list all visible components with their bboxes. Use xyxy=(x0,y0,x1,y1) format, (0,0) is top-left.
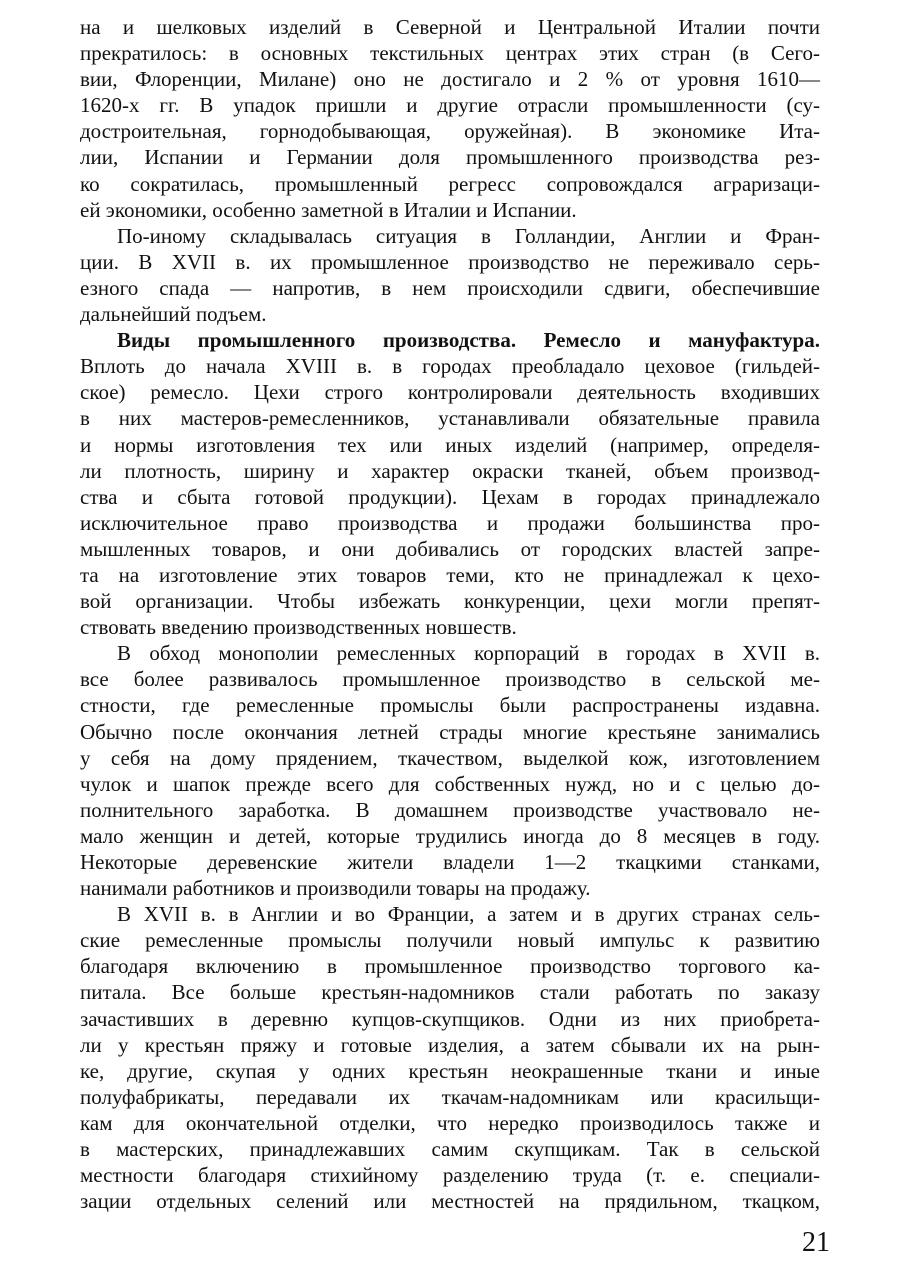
text-line: Обычно после окончания летней страды многие крестьяне занимались xyxy=(80,719,820,744)
text-line: полуфабрикаты, передавали их ткачам-надомникам или красильщи- xyxy=(80,1084,820,1109)
paragraph-5 xyxy=(80,901,820,1214)
text-line: достроительная, горнодобывающая, оружейная). В экономике Ита- xyxy=(80,119,820,144)
text-line: чулок и шапок прежде всего для собственных нужд, но и с целью до- xyxy=(80,771,820,796)
text-line: ские ремесленные промыслы получили новый импульс к развитию xyxy=(80,928,820,953)
text-line: вии, Флоренции, Милане) оно не достигало и 2 % от уровня 1610— xyxy=(80,67,820,92)
text-line: зации отдельных селений или местностей на прядильном, ткацком, xyxy=(80,1189,820,1214)
text-line: зачастивших в деревню купцов-скупщиков. Одни из них приобрета- xyxy=(80,1006,820,1031)
paragraph-3 xyxy=(80,327,820,640)
text-line: вой организации. Чтобы избежать конкуренции, цехи могли препят- xyxy=(80,589,820,614)
text-line: в мастерских, принадлежавших самим скупщикам. Так в сельской xyxy=(80,1137,820,1162)
page-body xyxy=(80,14,820,1214)
section-heading: Виды промышленного производства. Ремесло и мануфактура. xyxy=(117,328,820,353)
text-line: ции. В XVII в. их промышленное производство не переживало серь- xyxy=(80,249,820,274)
text-line: Некоторые деревенские жители владели 1—2 ткацкими станками, xyxy=(80,850,820,874)
text-line: По-иному складывалась ситуация в Голландии, Англии и Фран- xyxy=(117,223,820,248)
text-line: ли у крестьян пряжу и готовые изделия, а затем сбывали их на рын- xyxy=(80,1032,820,1057)
text-line: 1620-х гг. В упадок пришли и другие отрасли промышленности (су- xyxy=(80,93,820,118)
text-line: ства и сбыта готовой продукции). Цехам в городах принадлежало xyxy=(80,484,820,509)
text-line: ли плотность, ширину и характер окраски тканей, объем производ- xyxy=(80,458,820,483)
text-line: благодаря включению в промышленное производство торгового ка- xyxy=(80,954,820,979)
text-line: ей экономики, особенно заметной в Италии и Испании. xyxy=(80,197,577,222)
text-line: питала. Все больше крестьян-надомников стали работать по заказу xyxy=(80,980,820,1005)
paragraph-2 xyxy=(80,223,820,327)
text-line: дальнейший подъем. xyxy=(80,302,267,327)
text-line: все более развивалось промышленное производство в сельской ме- xyxy=(80,667,820,692)
text-line: ствовать введению производственных новшеств. xyxy=(80,615,517,640)
text-line: ко сократилась, промышленный регресс сопровождался аграризаци- xyxy=(80,171,820,196)
text-line: мало женщин и детей, которые трудились иногда до 8 месяцев в году. xyxy=(80,823,820,848)
text-line: В XVII в. в Англии и во Франции, а затем и в других странах сель- xyxy=(117,902,820,927)
text-line: Вплоть до начала XVIII в. в городах преобладало цеховое (гильдей- xyxy=(80,354,820,379)
text-line: кам для окончательной отделки, что нередко производилось также и xyxy=(80,1110,820,1135)
text-line: и нормы изготовления тех или иных изделий (например, определя- xyxy=(80,432,820,457)
text-line: прекратилось: в основных текстильных центрах этих стран (в Сего- xyxy=(80,41,820,66)
text-line: полнительного заработка. В домашнем производстве участвовало не- xyxy=(80,797,820,822)
text-line: мышленных товаров, и они добивались от городских властей запре- xyxy=(80,536,820,561)
text-line: езного спада — напротив, в нем происходили сдвиги, обеспечившие xyxy=(80,275,820,300)
paragraph-4 xyxy=(80,640,820,901)
text-line: у себя на дому прядением, ткачеством, выделкой кож, изготовлением xyxy=(80,745,820,770)
page-number: 21 xyxy=(802,1227,830,1258)
text-line: в них мастеров-ремесленников, устанавливали обязательные правила xyxy=(80,406,820,431)
text-line: лии, Испании и Германии доля промышленного производства рез- xyxy=(80,145,820,170)
text-line: ское) ремесло. Цехи строго контролировали деятельность входивших xyxy=(80,380,820,405)
text-line: В обход монополии ремесленных корпораций в городах в XVII в. xyxy=(117,641,820,666)
paragraph-1 xyxy=(80,14,820,223)
text-line: та на изготовление этих товаров теми, кто не принадлежал к цехо- xyxy=(80,562,820,587)
text-line: местности благодаря стихийному разделению труда (т. е. специали- xyxy=(80,1163,820,1188)
text-line: нанимали работников и производили товары на продажу. xyxy=(80,876,591,901)
text-line: стности, где ремесленные промыслы были распространены издавна. xyxy=(80,693,820,718)
text-line: ке, другие, скупая у одних крестьян неокрашенные ткани и иные xyxy=(80,1058,820,1083)
text-line: на и шелковых изделий в Северной и Центральной Италии почти xyxy=(80,15,820,39)
text-line: исключительное право производства и продажи большинства про- xyxy=(80,510,820,535)
